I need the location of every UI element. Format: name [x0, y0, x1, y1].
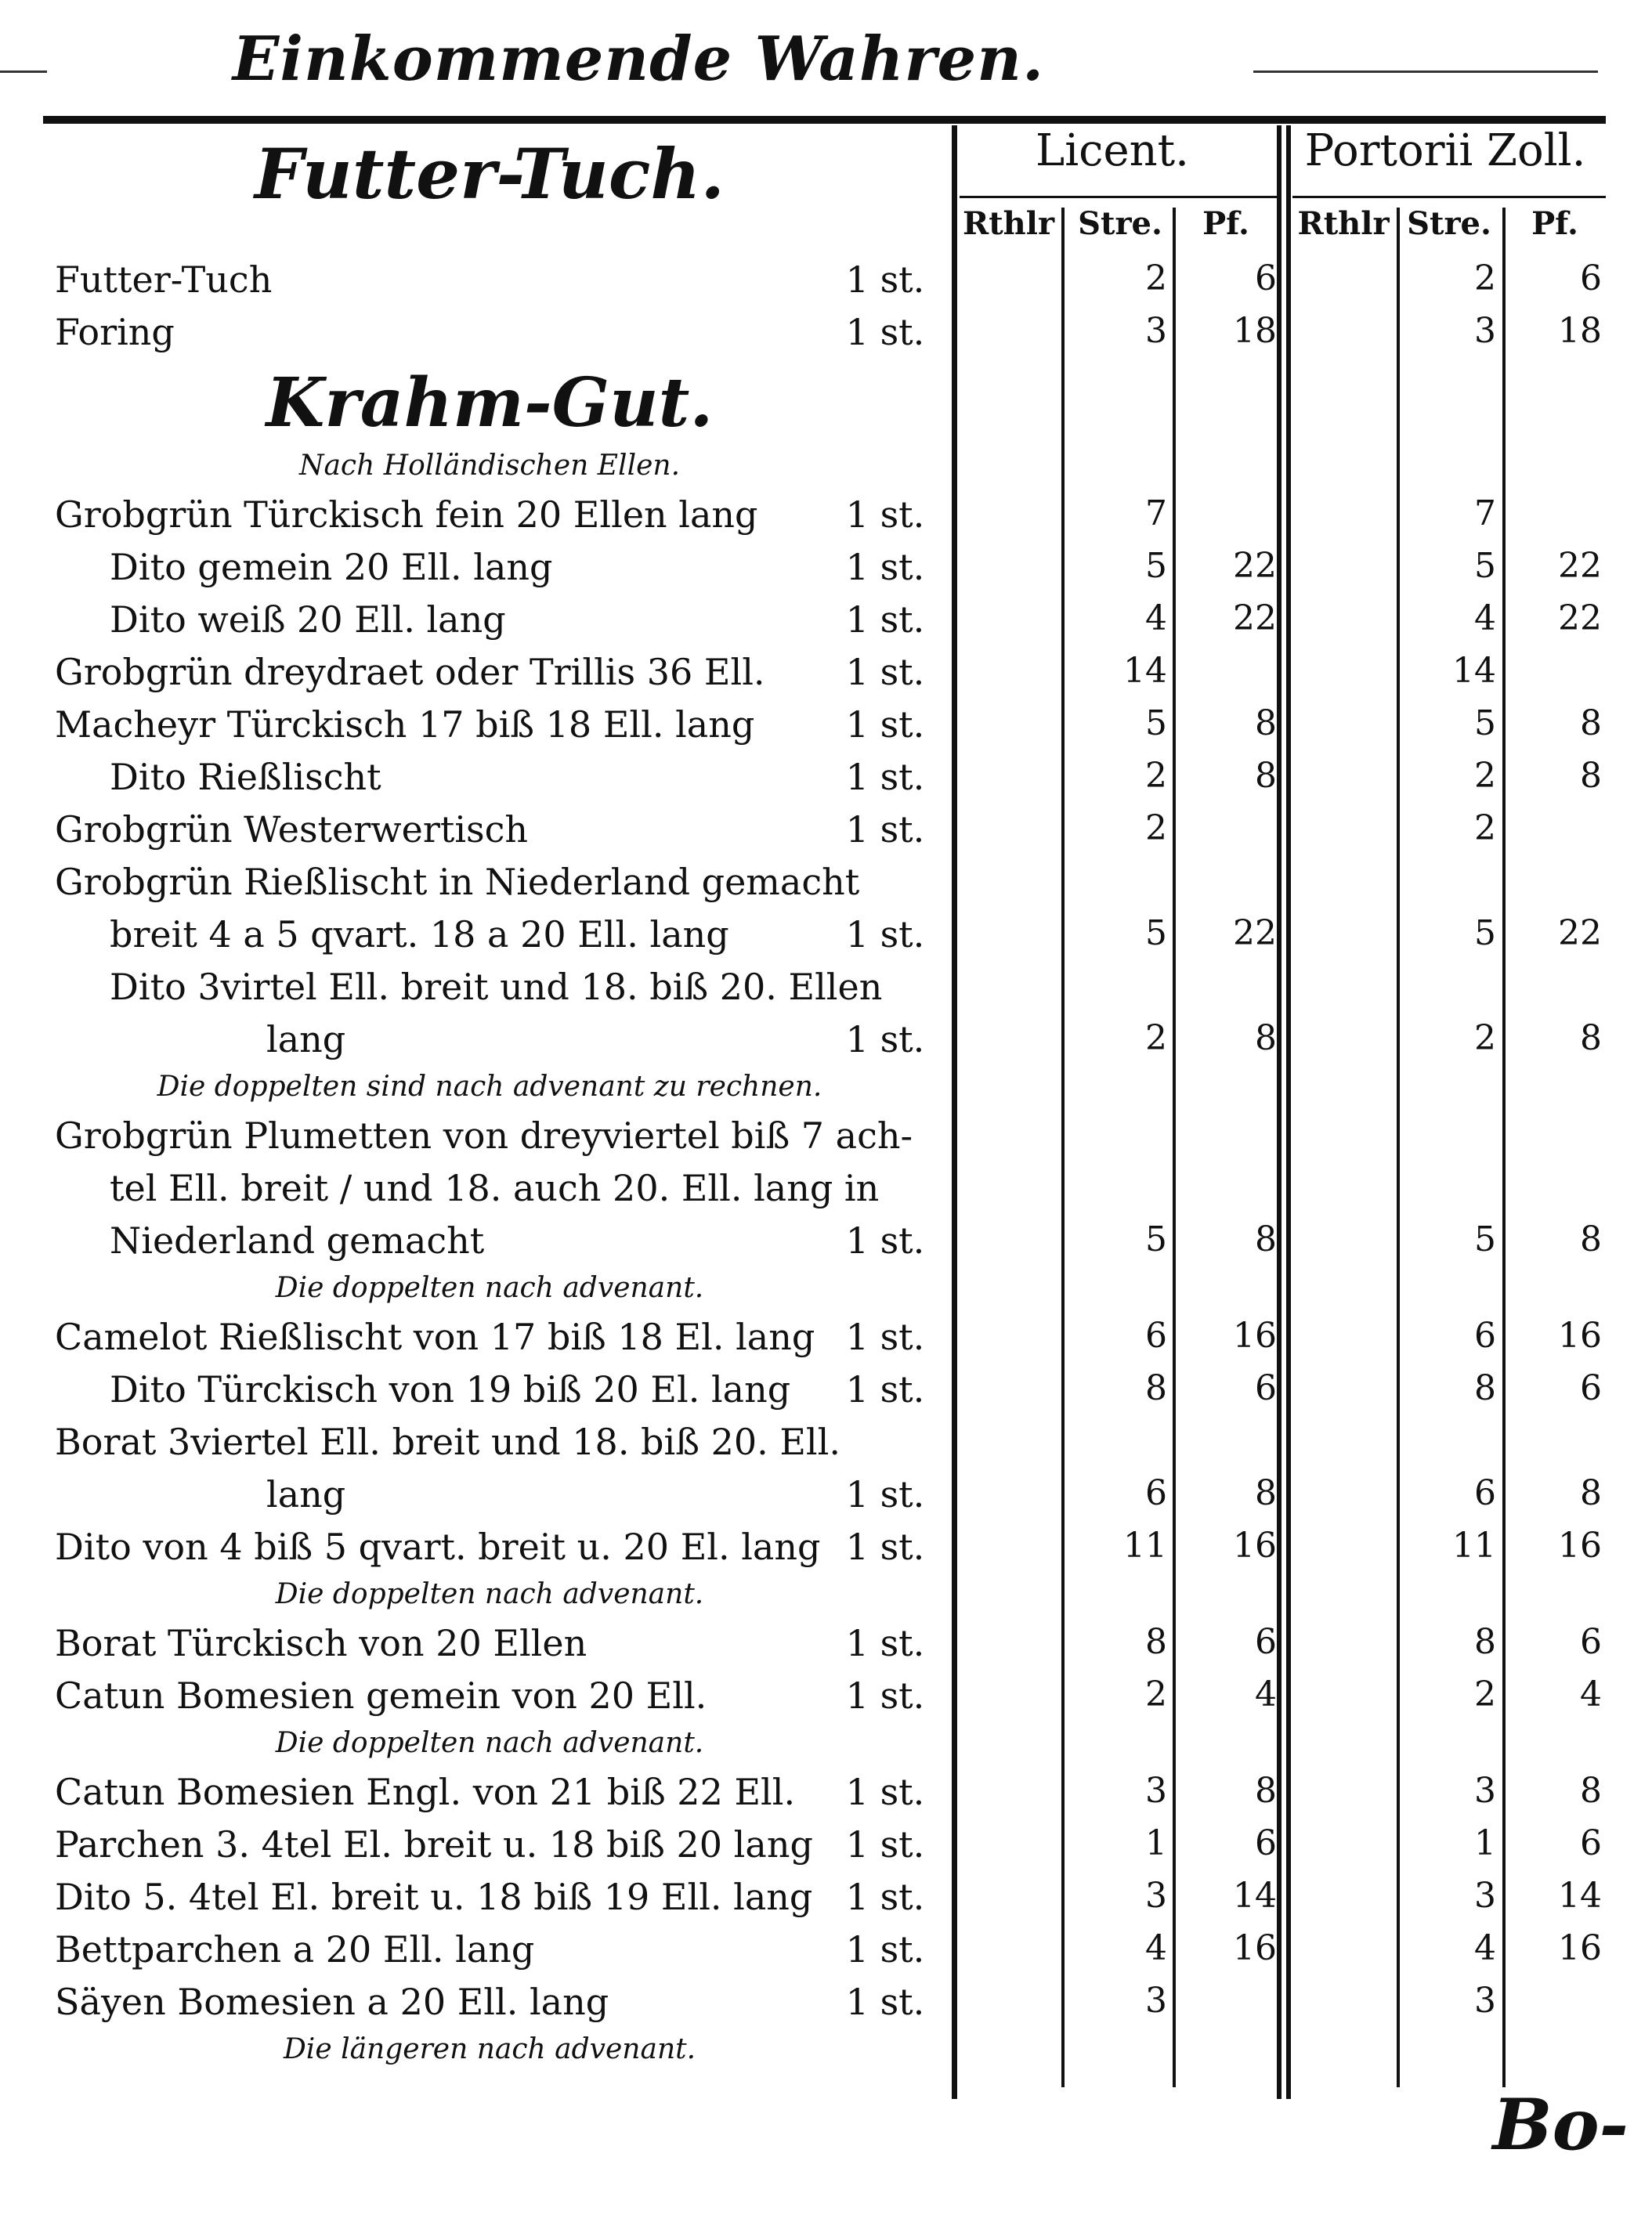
licent-stuber-value: 4 — [1145, 598, 1167, 638]
licent-stuber-value: 2 — [1145, 808, 1167, 848]
item-name: Dito Rießlischt — [110, 756, 381, 798]
item-name: Dito 3virtel Ell. breit und 18. biß 20. Ellen — [110, 966, 883, 1008]
portorii-pf-value: 14 — [1558, 1876, 1602, 1916]
item-unit: 1 st. — [845, 311, 925, 353]
vrule-licent-2 — [1173, 208, 1176, 2087]
licent-pf-value: 16 — [1233, 1316, 1277, 1356]
portorii-stuber-value: 8 — [1474, 1368, 1496, 1408]
item-name: Camelot Rießlischt von 17 biß 18 El. lang — [55, 1316, 815, 1358]
vrule-licent-1 — [1061, 208, 1065, 2087]
subsection-heading: Krahm-Gut. — [266, 363, 714, 443]
item-unit: 1 st. — [845, 1526, 925, 1568]
item-name: Dito 5. 4tel El. breit u. 18 biß 19 Ell. lang — [55, 1876, 813, 1918]
item-unit: 1 st. — [845, 1928, 925, 1971]
licent-pf-value: 8 — [1255, 1219, 1277, 1259]
licent-stuber-value: 14 — [1123, 651, 1167, 691]
col-portorii-pf: Pf. — [1531, 205, 1578, 242]
licent-pf-value: 6 — [1255, 1368, 1277, 1408]
group-licent: Licent. — [1036, 125, 1189, 176]
portorii-pf-value: 18 — [1558, 311, 1602, 351]
portorii-stuber-value: 2 — [1474, 1018, 1496, 1058]
portorii-stuber-value: 3 — [1474, 311, 1496, 351]
item-name: breit 4 a 5 qvart. 18 a 20 Ell. lang — [110, 913, 729, 956]
licent-pf-value: 14 — [1233, 1876, 1277, 1916]
portorii-stuber-value: 1 — [1474, 1823, 1496, 1863]
licent-stuber-value: 3 — [1145, 1771, 1167, 1811]
licent-stuber-value: 2 — [1145, 1674, 1167, 1714]
licent-stuber-value: 3 — [1145, 1876, 1167, 1916]
item-unit: 1 st. — [845, 1622, 925, 1664]
item-name: Grobgrün dreydraet oder Trillis 36 Ell. — [55, 651, 765, 693]
licent-pf-value: 8 — [1255, 1018, 1277, 1058]
item-name: Borat 3viertel Ell. breit und 18. biß 20. Ell. — [55, 1421, 840, 1463]
item-name: lang — [266, 1473, 346, 1516]
portorii-pf-value: 6 — [1580, 1622, 1602, 1662]
portorii-pf-value: 6 — [1580, 1368, 1602, 1408]
section-note: Die doppelten nach advenant. — [275, 1272, 704, 1304]
licent-stuber-value: 3 — [1145, 311, 1167, 351]
col-portorii-rthlr: Rthlr — [1297, 205, 1390, 242]
item-name: Grobgrün Westerwertisch — [55, 808, 529, 851]
portorii-pf-value: 16 — [1558, 1928, 1602, 1968]
catchword: Bo- — [1492, 2083, 1629, 2166]
licent-stuber-value: 6 — [1145, 1316, 1167, 1356]
portorii-stuber-value: 4 — [1474, 1928, 1496, 1968]
portorii-stuber-value: 2 — [1474, 756, 1496, 796]
licent-pf-value: 8 — [1255, 1771, 1277, 1811]
item-unit: 1 st. — [845, 913, 925, 956]
licent-stuber-value: 5 — [1145, 703, 1167, 743]
portorii-pf-value: 6 — [1580, 1823, 1602, 1863]
licent-pf-value: 6 — [1255, 1823, 1277, 1863]
portorii-pf-value: 16 — [1558, 1526, 1602, 1566]
col-licent-stuber: Stre. — [1078, 205, 1162, 242]
item-name: Dito von 4 biß 5 qvart. breit u. 20 El. lang — [55, 1526, 821, 1568]
portorii-stuber-value: 14 — [1452, 651, 1496, 691]
item-name: Grobgrün Türckisch fein 20 Ellen lang — [55, 493, 758, 536]
item-unit: 1 st. — [845, 808, 925, 851]
licent-stuber-value: 5 — [1145, 913, 1167, 953]
licent-stuber-value: 7 — [1145, 493, 1167, 533]
licent-pf-value: 6 — [1255, 1622, 1277, 1662]
item-name: Parchen 3. 4tel El. breit u. 18 biß 20 lang — [55, 1823, 813, 1866]
licent-stuber-value: 2 — [1145, 756, 1167, 796]
portorii-stuber-value: 5 — [1474, 546, 1496, 586]
licent-pf-value: 8 — [1255, 1473, 1277, 1513]
portorii-stuber-value: 6 — [1474, 1473, 1496, 1513]
section-note: Die doppelten nach advenant. — [275, 1727, 704, 1759]
item-name: Catun Bomesien Engl. von 21 biß 22 Ell. — [55, 1771, 796, 1813]
portorii-stuber-value: 6 — [1474, 1316, 1496, 1356]
item-name: Dito weiß 20 Ell. lang — [110, 598, 506, 641]
header-dash-right — [1253, 70, 1598, 73]
portorii-pf-value: 8 — [1580, 703, 1602, 743]
portorii-stuber-value: 7 — [1474, 493, 1496, 533]
portorii-stuber-value: 4 — [1474, 598, 1496, 638]
portorii-pf-value: 6 — [1580, 258, 1602, 298]
portorii-stuber-value: 8 — [1474, 1622, 1496, 1662]
item-name: Säyen Bomesien a 20 Ell. lang — [55, 1981, 609, 2023]
vrule-portorii-2 — [1502, 208, 1506, 2087]
licent-pf-value: 22 — [1233, 913, 1277, 953]
item-name: lang — [266, 1018, 346, 1060]
page-title: Einkommende Wahren. — [232, 23, 1045, 95]
item-name: Grobgrün Rießlischt in Niederland gemacht — [55, 861, 860, 903]
col-portorii-stuber: Stre. — [1407, 205, 1491, 242]
portorii-stuber-value: 3 — [1474, 1981, 1496, 2021]
portorii-pf-value: 4 — [1580, 1674, 1602, 1714]
item-name: Dito gemein 20 Ell. lang — [110, 546, 553, 588]
item-name: Futter-Tuch — [55, 258, 273, 301]
portorii-pf-value: 8 — [1580, 1219, 1602, 1259]
portorii-pf-value: 8 — [1580, 1018, 1602, 1058]
portorii-stuber-value: 5 — [1474, 913, 1496, 953]
item-name: Catun Bomesien gemein von 20 Ell. — [55, 1674, 707, 1717]
vrule-main — [952, 125, 957, 2099]
licent-pf-value: 6 — [1255, 258, 1277, 298]
licent-stuber-value: 5 — [1145, 546, 1167, 586]
item-unit: 1 st. — [845, 598, 925, 641]
portorii-stuber-value: 3 — [1474, 1771, 1496, 1811]
item-unit: 1 st. — [845, 651, 925, 693]
item-unit: 1 st. — [845, 258, 925, 301]
licent-stuber-value: 1 — [1145, 1823, 1167, 1863]
portorii-stuber-value: 2 — [1474, 258, 1496, 298]
item-name: Bettparchen a 20 Ell. lang — [55, 1928, 535, 1971]
licent-stuber-value: 2 — [1145, 1018, 1167, 1058]
item-unit: 1 st. — [845, 756, 925, 798]
item-unit: 1 st. — [845, 1981, 925, 2023]
col-licent-pf: Pf. — [1202, 205, 1249, 242]
portorii-pf-value: 8 — [1580, 1473, 1602, 1513]
portorii-stuber-value: 2 — [1474, 1674, 1496, 1714]
section-note: Nach Holländischen Ellen. — [298, 450, 681, 482]
portorii-pf-value: 22 — [1558, 598, 1602, 638]
section-note: Die doppelten nach advenant. — [275, 1578, 704, 1610]
licent-pf-value: 16 — [1233, 1928, 1277, 1968]
licent-pf-value: 4 — [1255, 1674, 1277, 1714]
item-name: Grobgrün Plumetten von dreyviertel biß 7 ach- — [55, 1114, 913, 1157]
vrule-group-b — [1286, 125, 1291, 2099]
licent-stuber-value: 2 — [1145, 258, 1167, 298]
section-note: Die doppelten sind nach advenant zu rechnen. — [157, 1071, 822, 1103]
portorii-pf-value: 22 — [1558, 913, 1602, 953]
item-unit: 1 st. — [845, 1823, 925, 1866]
col-licent-rthlr: Rthlr — [962, 205, 1055, 242]
licent-stuber-value: 8 — [1145, 1368, 1167, 1408]
licent-stuber-value: 8 — [1145, 1622, 1167, 1662]
header-rule — [43, 116, 1606, 124]
licent-stuber-value: 6 — [1145, 1473, 1167, 1513]
portorii-subrule — [1292, 196, 1606, 198]
licent-stuber-value: 4 — [1145, 1928, 1167, 1968]
vrule-portorii-1 — [1397, 208, 1400, 2087]
item-name: Dito Türckisch von 19 biß 20 El. lang — [110, 1368, 791, 1411]
item-name: Niederland gemacht — [110, 1219, 485, 1262]
item-unit: 1 st. — [845, 1018, 925, 1060]
item-name: Foring — [55, 311, 175, 353]
licent-pf-value: 16 — [1233, 1526, 1277, 1566]
item-unit: 1 st. — [845, 1674, 925, 1717]
vrule-group-a — [1277, 125, 1281, 2099]
portorii-stuber-value: 5 — [1474, 703, 1496, 743]
item-unit: 1 st. — [845, 493, 925, 536]
licent-pf-value: 22 — [1233, 598, 1277, 638]
licent-pf-value: 8 — [1255, 756, 1277, 796]
licent-stuber-value: 5 — [1145, 1219, 1167, 1259]
licent-stuber-value: 3 — [1145, 1981, 1167, 2021]
item-unit: 1 st. — [845, 1368, 925, 1411]
licent-pf-value: 22 — [1233, 546, 1277, 586]
section-title: Futter-Tuch. — [254, 133, 725, 215]
portorii-pf-value: 22 — [1558, 546, 1602, 586]
item-name: Borat Türckisch von 20 Ellen — [55, 1622, 587, 1664]
portorii-stuber-value: 5 — [1474, 1219, 1496, 1259]
item-unit: 1 st. — [845, 1316, 925, 1358]
item-unit: 1 st. — [845, 1473, 925, 1516]
portorii-stuber-value: 3 — [1474, 1876, 1496, 1916]
portorii-pf-value: 8 — [1580, 1771, 1602, 1811]
item-name: tel Ell. breit / und 18. auch 20. Ell. lang in — [110, 1167, 880, 1209]
item-unit: 1 st. — [845, 1219, 925, 1262]
item-unit: 1 st. — [845, 546, 925, 588]
licent-subrule — [960, 196, 1277, 198]
item-unit: 1 st. — [845, 1876, 925, 1918]
portorii-stuber-value: 2 — [1474, 808, 1496, 848]
portorii-pf-value: 8 — [1580, 756, 1602, 796]
item-unit: 1 st. — [845, 1771, 925, 1813]
portorii-stuber-value: 11 — [1452, 1526, 1496, 1566]
portorii-pf-value: 16 — [1558, 1316, 1602, 1356]
group-portorii: Portorii Zoll. — [1304, 125, 1586, 176]
licent-pf-value: 8 — [1255, 703, 1277, 743]
item-unit: 1 st. — [845, 703, 925, 746]
item-name: Macheyr Türckisch 17 biß 18 Ell. lang — [55, 703, 755, 746]
section-note: Die längeren nach advenant. — [283, 2033, 696, 2065]
licent-pf-value: 18 — [1233, 311, 1277, 351]
licent-stuber-value: 11 — [1123, 1526, 1167, 1566]
